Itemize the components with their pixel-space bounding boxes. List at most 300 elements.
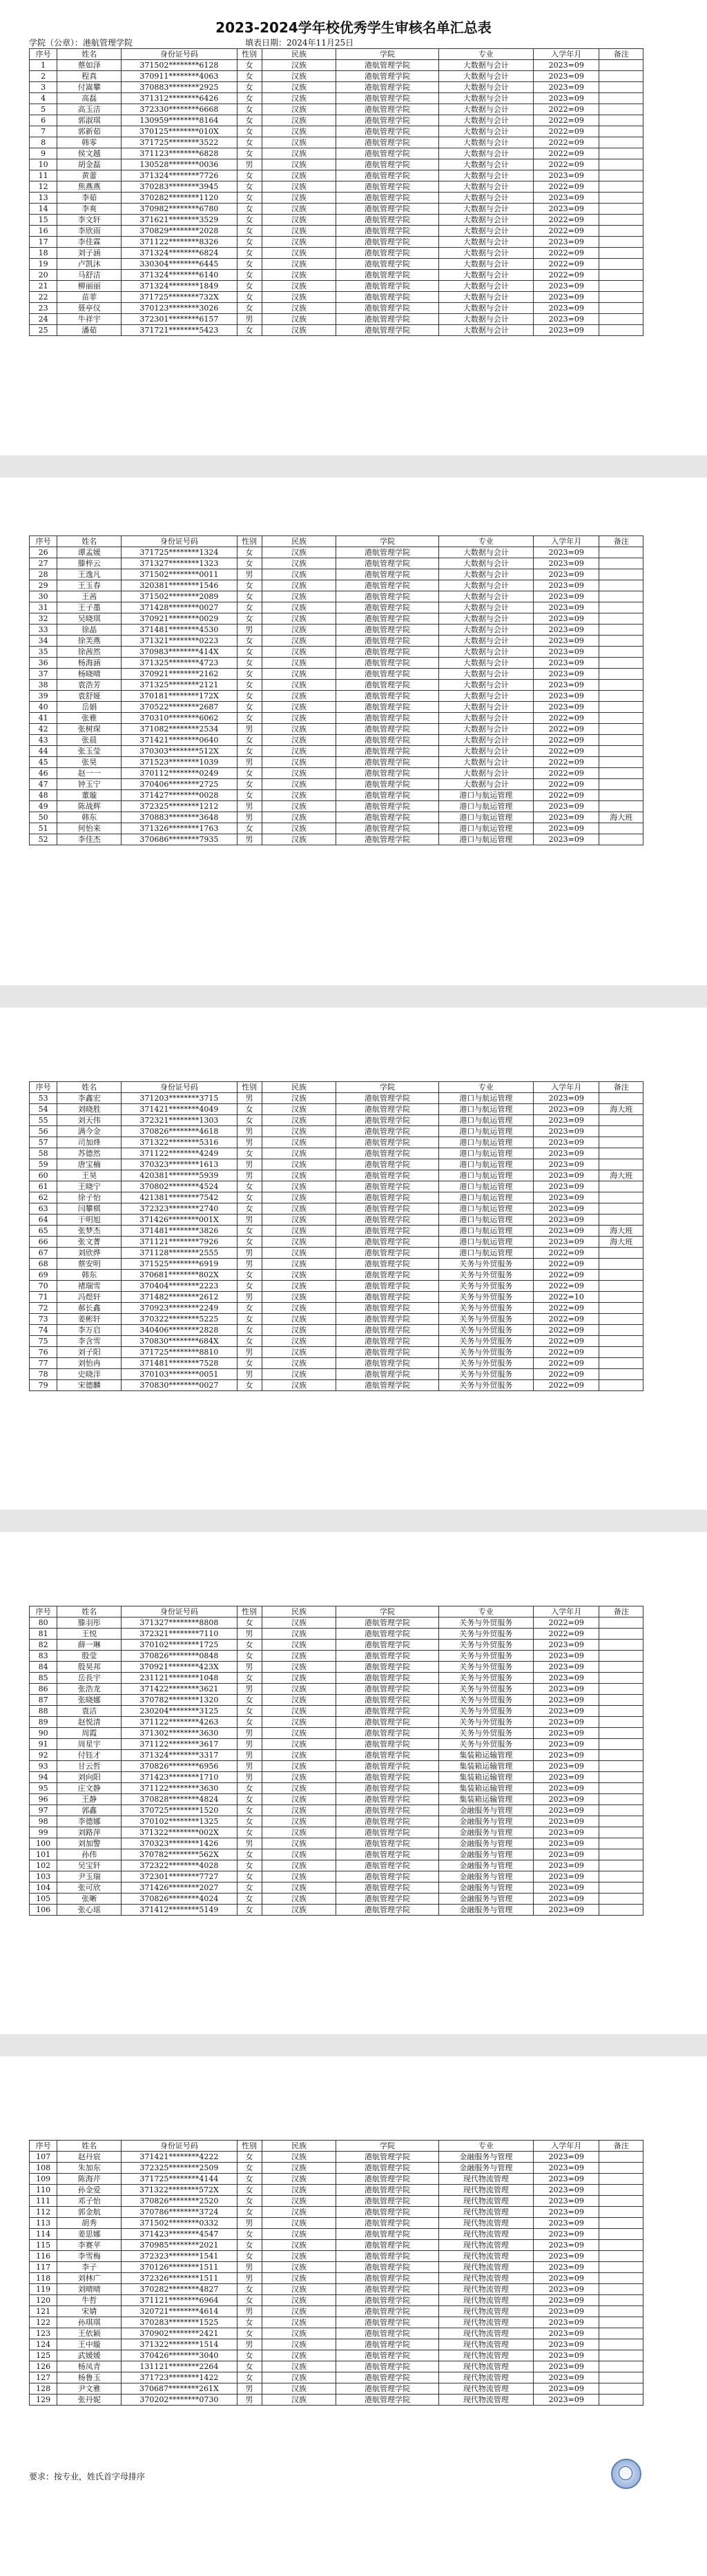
cell-remark <box>599 303 643 314</box>
cell-enroll-date: 2023=09 <box>534 2306 599 2317</box>
cell-major: 港口与航运管理 <box>438 1093 534 1104</box>
cell-seq: 48 <box>30 790 57 801</box>
column-header-ethnicity: 民族 <box>262 2141 336 2152</box>
cell-ethnicity: 汉族 <box>262 126 336 137</box>
cell-name: 张心瑶 <box>57 1905 122 1916</box>
cell-id-number: 370902********2421 <box>122 2328 237 2339</box>
cell-remark <box>599 1380 643 1391</box>
cell-name: 王昊 <box>57 1170 122 1181</box>
cell-seq: 118 <box>30 2273 57 2284</box>
cell-name: 刘晴晴 <box>57 2284 122 2295</box>
cell-ethnicity: 汉族 <box>262 181 336 193</box>
cell-gender: 女 <box>237 281 262 292</box>
cell-college: 港航管理学院 <box>336 1170 438 1181</box>
school-value: 港航管理学院 <box>83 38 133 48</box>
cell-name: 李万启 <box>57 1325 122 1336</box>
table-row <box>30 1192 643 1203</box>
cell-remark <box>599 2251 643 2262</box>
cell-major: 集装箱运输管理 <box>438 1772 534 1783</box>
cell-enroll-date: 2022=09 <box>534 215 599 226</box>
cell-ethnicity: 汉族 <box>262 768 336 779</box>
cell-enroll-date: 2023=09 <box>534 2372 599 2383</box>
cell-major: 港口与航运管理 <box>438 823 534 834</box>
cell-id-number: 371481********7528 <box>122 1358 237 1369</box>
cell-college: 港航管理学院 <box>336 82 438 93</box>
cell-major: 大数据与会计 <box>438 71 534 82</box>
cell-name: 李赛苹 <box>57 2240 122 2251</box>
table-row <box>30 104 643 115</box>
cell-college: 港航管理学院 <box>336 602 438 613</box>
cell-college: 港航管理学院 <box>336 2284 438 2295</box>
cell-college: 港航管理学院 <box>336 1640 438 1651</box>
table-row <box>30 2350 643 2361</box>
cell-enroll-date: 2023=09 <box>534 60 599 71</box>
cell-name: 张可欣 <box>57 1882 122 1894</box>
cell-ethnicity: 汉族 <box>262 314 336 325</box>
cell-seq: 124 <box>30 2339 57 2350</box>
cell-enroll-date: 2022=09 <box>534 1248 599 1259</box>
cell-college: 港航管理学院 <box>336 812 438 823</box>
cell-ethnicity: 汉族 <box>262 325 336 336</box>
cell-major: 金融服务与管理 <box>438 2152 534 2163</box>
cell-seq: 57 <box>30 1137 57 1148</box>
cell-major: 关务与外贸服务 <box>438 1347 534 1358</box>
school-label: 学院（公章）： <box>29 38 84 48</box>
cell-major: 港口与航运管理 <box>438 1215 534 1226</box>
cell-ethnicity: 汉族 <box>262 1860 336 1871</box>
table-row <box>30 558 643 569</box>
cell-college: 港航管理学院 <box>336 1281 438 1292</box>
column-header-id-number: 身份证号码 <box>122 536 237 547</box>
cell-ethnicity: 汉族 <box>262 1728 336 1739</box>
cell-major: 关务与外贸服务 <box>438 1662 534 1673</box>
table-row <box>30 2317 643 2328</box>
cell-id-number: 372323********2740 <box>122 1203 237 1215</box>
cell-gender: 女 <box>237 823 262 834</box>
column-header-college: 学院 <box>336 1606 438 1618</box>
cell-id-number: 370310********6062 <box>122 713 237 724</box>
table-row <box>30 2395 643 2406</box>
cell-id-number: 371723********1422 <box>122 2372 237 2383</box>
date-field <box>245 37 354 48</box>
table-row <box>30 1728 643 1739</box>
cell-enroll-date: 2023=09 <box>534 2229 599 2240</box>
cell-college: 港航管理学院 <box>336 2295 438 2306</box>
cell-college: 港航管理学院 <box>336 259 438 270</box>
cell-gender: 女 <box>237 2361 262 2372</box>
cell-enroll-date: 2022=09 <box>534 148 599 159</box>
cell-gender: 男 <box>237 2306 262 2317</box>
cell-enroll-date: 2023=09 <box>534 2196 599 2207</box>
cell-major: 港口与航运管理 <box>438 1137 534 1148</box>
cell-remark <box>599 1695 643 1706</box>
cell-ethnicity: 汉族 <box>262 1640 336 1651</box>
cell-college: 港航管理学院 <box>336 1905 438 1916</box>
cell-remark <box>599 636 643 647</box>
cell-remark <box>599 1325 643 1336</box>
cell-college: 港航管理学院 <box>336 2229 438 2240</box>
cell-remark <box>599 746 643 757</box>
cell-major: 大数据与会计 <box>438 248 534 259</box>
cell-major: 大数据与会计 <box>438 768 534 779</box>
cell-name: 刘子阳 <box>57 1347 122 1358</box>
table-row <box>30 2240 643 2251</box>
cell-seq: 121 <box>30 2306 57 2317</box>
cell-enroll-date: 2023=09 <box>534 1750 599 1761</box>
table-row <box>30 2218 643 2229</box>
column-header-enroll-date: 入学年月 <box>534 2141 599 2152</box>
cell-major: 大数据与会计 <box>438 602 534 613</box>
cell-major: 关务与外贸服务 <box>438 1684 534 1695</box>
cell-enroll-date: 2023=09 <box>534 823 599 834</box>
cell-enroll-date: 2023=09 <box>534 1783 599 1794</box>
cell-name: 张雅 <box>57 713 122 724</box>
cell-ethnicity: 汉族 <box>262 547 336 558</box>
cell-remark <box>599 1369 643 1380</box>
cell-remark <box>599 2174 643 2185</box>
cell-enroll-date: 2023=09 <box>534 547 599 558</box>
cell-major: 关务与外贸服务 <box>438 1314 534 1325</box>
cell-gender: 女 <box>237 2229 262 2240</box>
cell-id-number: 371427********0028 <box>122 790 237 801</box>
cell-seq: 40 <box>30 702 57 713</box>
cell-gender: 男 <box>237 1248 262 1259</box>
cell-remark <box>599 259 643 270</box>
cell-college: 港航管理学院 <box>336 713 438 724</box>
column-header-major: 专业 <box>438 49 534 60</box>
cell-seq: 29 <box>30 580 57 591</box>
cell-id-number: 371122********8326 <box>122 237 237 248</box>
cell-name: 侯文越 <box>57 148 122 159</box>
cell-college: 港航管理学院 <box>336 1248 438 1259</box>
cell-major: 现代物流管理 <box>438 2229 534 2240</box>
cell-id-number: 371123********6828 <box>122 148 237 159</box>
cell-college: 港航管理学院 <box>336 1336 438 1347</box>
cell-seq: 78 <box>30 1369 57 1380</box>
cell-ethnicity: 汉族 <box>262 1292 336 1303</box>
cell-major: 大数据与会计 <box>438 713 534 724</box>
table-row <box>30 1794 643 1805</box>
cell-name: 黄蕾 <box>57 170 122 181</box>
cell-seq: 39 <box>30 691 57 702</box>
table-row <box>30 1380 643 1391</box>
cell-name: 王晓宁 <box>57 1181 122 1192</box>
cell-gender: 男 <box>237 1684 262 1695</box>
cell-gender: 女 <box>237 148 262 159</box>
cell-id-number: 371324********6824 <box>122 248 237 259</box>
cell-name: 李雪梅 <box>57 2251 122 2262</box>
cell-remark <box>599 2395 643 2406</box>
cell-gender: 女 <box>237 2174 262 2185</box>
table-row <box>30 82 643 93</box>
cell-seq: 3 <box>30 82 57 93</box>
cell-ethnicity: 汉族 <box>262 1805 336 1816</box>
cell-gender: 男 <box>237 1093 262 1104</box>
cell-enroll-date: 2023=09 <box>534 1816 599 1827</box>
cell-seq: 126 <box>30 2361 57 2372</box>
cell-ethnicity: 汉族 <box>262 170 336 181</box>
cell-gender: 女 <box>237 713 262 724</box>
cell-seq: 102 <box>30 1860 57 1871</box>
cell-name: 郭鑫 <box>57 1805 122 1816</box>
cell-major: 大数据与会计 <box>438 292 534 303</box>
cell-name: 李含雪 <box>57 1336 122 1347</box>
cell-major: 大数据与会计 <box>438 569 534 580</box>
cell-gender: 女 <box>237 2185 262 2196</box>
cell-id-number: 130959********8164 <box>122 115 237 126</box>
cell-remark <box>599 1347 643 1358</box>
cell-remark <box>599 104 643 115</box>
table-row <box>30 137 643 148</box>
cell-name: 张文菁 <box>57 1237 122 1248</box>
cell-ethnicity: 汉族 <box>262 801 336 812</box>
cell-ethnicity: 汉族 <box>262 1662 336 1673</box>
cell-gender: 女 <box>237 691 262 702</box>
cell-enroll-date: 2022=09 <box>534 226 599 237</box>
cell-enroll-date: 2023=09 <box>534 1137 599 1148</box>
cell-gender: 女 <box>237 669 262 680</box>
cell-seq: 103 <box>30 1871 57 1882</box>
cell-name: 杨海涵 <box>57 658 122 669</box>
cell-id-number: 371122********3617 <box>122 1739 237 1750</box>
cell-enroll-date: 2023=09 <box>534 1894 599 1905</box>
cell-name: 郭金航 <box>57 2207 122 2218</box>
cell-college: 港航管理学院 <box>336 2328 438 2339</box>
cell-enroll-date: 2023=09 <box>534 2350 599 2361</box>
cell-gender: 女 <box>237 1358 262 1369</box>
cell-major: 现代物流管理 <box>438 2328 534 2339</box>
cell-major: 现代物流管理 <box>438 2350 534 2361</box>
cell-seq: 35 <box>30 647 57 658</box>
cell-id-number: 370786********3724 <box>122 2207 237 2218</box>
cell-gender: 女 <box>237 292 262 303</box>
cell-enroll-date: 2023=09 <box>534 1794 599 1805</box>
cell-major: 金融服务与管理 <box>438 1871 534 1882</box>
table-row <box>30 2383 643 2395</box>
cell-enroll-date: 2023=09 <box>534 1849 599 1860</box>
cell-id-number: 370883********3648 <box>122 812 237 823</box>
cell-remark <box>599 2284 643 2295</box>
cell-seq: 27 <box>30 558 57 569</box>
cell-seq: 26 <box>30 547 57 558</box>
cell-seq: 110 <box>30 2185 57 2196</box>
cell-remark <box>599 569 643 580</box>
cell-id-number: 370282********4827 <box>122 2284 237 2295</box>
cell-enroll-date: 2022=09 <box>534 1358 599 1369</box>
cell-remark <box>599 1905 643 1916</box>
cell-ethnicity: 汉族 <box>262 137 336 148</box>
cell-major: 大数据与会计 <box>438 204 534 215</box>
cell-remark <box>599 2383 643 2395</box>
cell-name: 李欣雨 <box>57 226 122 237</box>
cell-name: 蔡安明 <box>57 1259 122 1270</box>
cell-seq: 111 <box>30 2196 57 2207</box>
cell-remark <box>599 270 643 281</box>
cell-gender: 女 <box>237 1783 262 1794</box>
cell-id-number: 370921********423X <box>122 1662 237 1673</box>
cell-seq: 105 <box>30 1894 57 1905</box>
cell-seq: 60 <box>30 1170 57 1181</box>
cell-name: 牛哲 <box>57 2295 122 2306</box>
cell-name: 徐晶 <box>57 625 122 636</box>
cell-id-number: 330304********6445 <box>122 259 237 270</box>
cell-remark <box>599 71 643 82</box>
cell-gender: 女 <box>237 1882 262 1894</box>
cell-college: 港航管理学院 <box>336 181 438 193</box>
cell-name: 李佳杰 <box>57 834 122 845</box>
cell-ethnicity: 汉族 <box>262 1905 336 1916</box>
cell-ethnicity: 汉族 <box>262 1159 336 1170</box>
cell-college: 港航管理学院 <box>336 170 438 181</box>
cell-remark <box>599 82 643 93</box>
cell-name: 李佳霖 <box>57 237 122 248</box>
cell-name: 董璇 <box>57 790 122 801</box>
cell-remark <box>599 2317 643 2328</box>
cell-id-number: 372326********1511 <box>122 2273 237 2284</box>
cell-remark <box>599 1761 643 1772</box>
cell-enroll-date: 2023=09 <box>534 636 599 647</box>
cell-id-number: 371302********3630 <box>122 1728 237 1739</box>
cell-enroll-date: 2023=09 <box>534 1805 599 1816</box>
cell-gender: 女 <box>237 170 262 181</box>
cell-major: 集装箱运输管理 <box>438 1761 534 1772</box>
table-row <box>30 1325 643 1336</box>
cell-seq: 69 <box>30 1270 57 1281</box>
cell-college: 港航管理学院 <box>336 1325 438 1336</box>
cell-ethnicity: 汉族 <box>262 1706 336 1717</box>
cell-id-number: 370826********2520 <box>122 2196 237 2207</box>
cell-remark: 海大班 <box>599 1226 643 1237</box>
cell-seq: 59 <box>30 1159 57 1170</box>
cell-college: 港航管理学院 <box>336 126 438 137</box>
cell-seq: 92 <box>30 1750 57 1761</box>
cell-id-number: 370283********3945 <box>122 181 237 193</box>
cell-name: 赵丹宸 <box>57 2152 122 2163</box>
cell-gender: 女 <box>237 1717 262 1728</box>
cell-name: 张丹妮 <box>57 2395 122 2406</box>
cell-name: 程真 <box>57 71 122 82</box>
cell-ethnicity: 汉族 <box>262 1226 336 1237</box>
cell-enroll-date: 2023=09 <box>534 1226 599 1237</box>
cell-gender: 男 <box>237 159 262 170</box>
cell-gender: 女 <box>237 735 262 746</box>
cell-enroll-date: 2023=09 <box>534 2262 599 2273</box>
cell-major: 关务与外贸服务 <box>438 1673 534 1684</box>
cell-id-number: 370911********4063 <box>122 71 237 82</box>
cell-name: 张浩龙 <box>57 1684 122 1695</box>
cell-enroll-date: 2022=09 <box>534 746 599 757</box>
cell-gender: 男 <box>237 1170 262 1181</box>
cell-remark <box>599 93 643 104</box>
cell-name: 徐子怡 <box>57 1192 122 1203</box>
cell-gender: 男 <box>237 2339 262 2350</box>
cell-enroll-date: 2023=09 <box>534 691 599 702</box>
cell-major: 现代物流管理 <box>438 2372 534 2383</box>
cell-remark <box>599 1270 643 1281</box>
cell-name: 孙琪琪 <box>57 2317 122 2328</box>
cell-seq: 46 <box>30 768 57 779</box>
cell-enroll-date: 2023=09 <box>534 2251 599 2262</box>
cell-remark <box>599 1816 643 1827</box>
cell-enroll-date: 2022=09 <box>534 790 599 801</box>
cell-id-number: 371327********8808 <box>122 1618 237 1629</box>
cell-seq: 6 <box>30 115 57 126</box>
cell-enroll-date: 2023=09 <box>534 1640 599 1651</box>
cell-id-number: 371325********2121 <box>122 680 237 691</box>
cell-enroll-date: 2022=09 <box>534 248 599 259</box>
table-row <box>30 779 643 790</box>
table-row <box>30 1761 643 1772</box>
cell-major: 关务与外贸服务 <box>438 1640 534 1651</box>
cell-college: 港航管理学院 <box>336 1794 438 1805</box>
cell-college: 港航管理学院 <box>336 1894 438 1905</box>
cell-id-number: 370830********0027 <box>122 1380 237 1391</box>
column-header-name: 姓名 <box>57 49 122 60</box>
cell-ethnicity: 汉族 <box>262 1336 336 1347</box>
cell-remark <box>599 2240 643 2251</box>
table-row <box>30 2372 643 2383</box>
cell-gender: 男 <box>237 1662 262 1673</box>
cell-remark <box>599 1772 643 1783</box>
cell-college: 港航管理学院 <box>336 746 438 757</box>
cell-name: 朱加东 <box>57 2163 122 2174</box>
cell-id-number: 371324********1849 <box>122 281 237 292</box>
cell-enroll-date: 2023=09 <box>534 1728 599 1739</box>
table-row <box>30 115 643 126</box>
cell-remark <box>599 1894 643 1905</box>
cell-remark <box>599 1871 643 1882</box>
cell-college: 港航管理学院 <box>336 1882 438 1894</box>
cell-seq: 64 <box>30 1215 57 1226</box>
cell-seq: 76 <box>30 1347 57 1358</box>
cell-seq: 33 <box>30 625 57 636</box>
cell-ethnicity: 汉族 <box>262 2361 336 2372</box>
cell-remark <box>599 2306 643 2317</box>
cell-ethnicity: 汉族 <box>262 226 336 237</box>
cell-name: 谭孟媛 <box>57 547 122 558</box>
cell-major: 大数据与会计 <box>438 93 534 104</box>
cell-name: 李鑫宏 <box>57 1093 122 1104</box>
header-row <box>30 49 643 60</box>
cell-major: 关务与外贸服务 <box>438 1358 534 1369</box>
cell-enroll-date: 2023=09 <box>534 680 599 691</box>
cell-seq: 122 <box>30 2317 57 2328</box>
cell-ethnicity: 汉族 <box>262 259 336 270</box>
cell-college: 港航管理学院 <box>336 2372 438 2383</box>
cell-enroll-date: 2022=09 <box>534 1336 599 1347</box>
cell-name: 吴晓琪 <box>57 613 122 625</box>
table-row <box>30 159 643 170</box>
table-row <box>30 2185 643 2196</box>
cell-id-number: 370830********684X <box>122 1336 237 1347</box>
cell-enroll-date: 2022=09 <box>534 1270 599 1281</box>
cell-gender: 男 <box>237 1347 262 1358</box>
table-row <box>30 1905 643 1916</box>
cell-gender: 男 <box>237 724 262 735</box>
cell-major: 大数据与会计 <box>438 215 534 226</box>
cell-college: 港航管理学院 <box>336 1369 438 1380</box>
cell-gender: 男 <box>237 1739 262 1750</box>
cell-gender: 女 <box>237 1695 262 1706</box>
cell-remark <box>599 1706 643 1717</box>
table-row <box>30 1816 643 1827</box>
cell-gender: 女 <box>237 2284 262 2295</box>
cell-enroll-date: 2023=09 <box>534 1838 599 1849</box>
cell-id-number: 371725********8810 <box>122 1347 237 1358</box>
cell-ethnicity: 汉族 <box>262 237 336 248</box>
cell-enroll-date: 2023=09 <box>534 1093 599 1104</box>
cell-remark <box>599 1303 643 1314</box>
